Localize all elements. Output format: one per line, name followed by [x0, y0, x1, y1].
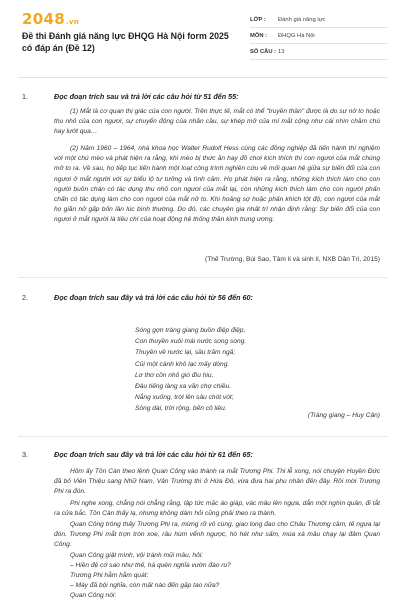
question-heading: Đọc đoạn trích sau đây và trả lời các câu hỏi từ 56 đến 60: [54, 293, 253, 302]
passage-paragraph: Phi nghe xong, chẳng nói chẳng rằng, lập tức mặc áo giáp, vác mâu lên ngựa, dẫn một nghìn quân, đi tắt ra cửa bắc. Tôn Càn thấy lạ, nhưng không dám hỏi cũng phải theo ra thành. [54, 500, 380, 518]
poem-line: Củi một cành khô lạc mấy dòng. [135, 360, 230, 368]
site-logo[interactable]: 2048.vn [22, 10, 80, 28]
header-divider [18, 77, 388, 78]
meta-value: ĐHQG Hà Nội [278, 32, 315, 39]
question-heading: Đọc đoạn trích sau và trả lời các câu hỏi từ 51 đến 55: [54, 92, 239, 101]
meta-row-class [250, 12, 388, 28]
page-title: Đề thi Đánh giá năng lực ĐHQG Hà Nội form 2025 có đáp án (Đề 12) [22, 31, 229, 53]
passage-paragraph: Quan Công trông thấy Trương Phi ra, mừng rỡ vô cùng, giao long đao cho Châu Thương cầm, tế ngựa lại đón. Trương Phi mắt trợn tròn xoe, râu hùm vểnh ngược, hò hét như sấm, múa xà mâu chạy lại đâm Quan Công. [54, 521, 380, 549]
poem-line: Lơ thơ cồn nhỏ gió đìu hiu, [135, 371, 214, 379]
poem-line: Sóng gợn tràng giang buồn điệp điệp, [135, 327, 246, 334]
poem-line: Nắng xuống, trời lên sâu chót vót; [135, 394, 234, 402]
question-divider [18, 436, 388, 437]
passage-paragraph: – Mày đã bội nghĩa, còn mặt nào đến gặp tao nữa? [70, 582, 220, 589]
question-heading: Đọc đoạn trích sau đây và trả lời các câu hỏi từ 61 đến 65: [54, 450, 253, 459]
meta-row-subject [250, 28, 388, 44]
meta-value: Đánh giá năng lực [278, 16, 326, 23]
poem [135, 325, 335, 415]
passage-paragraph: (2) Năm 1960 – 1964, nhà khoa học Walter Rudolf Hess cùng các đồng nghiệp đã tiến hành thí nghiệm với một chú mèo và phát hiện ra rằng, khi mèo bị thức ăn hay đồ chơi kích thích thì con ngươi của mắt chúng mở to ra. Về sau, họ tiếp tục tiến hành một loạt công trình nghiên cứu về mối quan hệ giữa sự biến đổi của con ngươi ở mắt người với sự biểu lộ tư tưởng và tình cảm. Họ phát hiện ra rằng, những kích thích làm cho con người buồn chán có tác dụng thu nhỏ con ngươi của mắt lại, còn những kích thích làm cho con người phấn chấn có tác dụng làm cho con ngươi của mắt nở to. Khi hoảng sợ hoặc phấn khích tột độ, con ngươi của mắt họ giãn nở gấp bốn lần lúc bình thường. Do đó, các chuyên gia nhất trí nhận định rằng: Sự biến đổi của con ngươi ở mắt người là tiêu chí của hoạt động hệ thống thần kinh trung ương. [54, 145, 380, 224]
passage-paragraph: (1) Mắt là cơ quan thị giác của con người. Trên thực tế, mắt có thể "truyền thần" được là do sự nở to hoặc thu nhỏ của con ngươi, sự chuyển động của nhãn cầu, sự khép mở của mí mắt cộng như cái nhìn chăm chú hay lướt qua… [54, 108, 380, 136]
meta-label: SỐ CÂU : [250, 48, 277, 55]
meta-value: 13 [278, 48, 285, 55]
poem-line: Đâu tiếng làng xa vãn chợ chiều. [135, 382, 231, 390]
passage-paragraph: Quan Công giật mình, vội tránh mũi mâu, hỏi: [70, 552, 204, 559]
passage-source: (Thế Trường, Bùi Sao, Tâm lí và sinh lí, NXB Dân Trí, 2015) [205, 256, 380, 263]
question-number: 1. [22, 92, 28, 101]
document-header [0, 0, 400, 72]
question-divider [18, 277, 388, 278]
meta-label: LỚP : [250, 16, 266, 23]
meta-row-count [250, 44, 388, 60]
poem-line: Con thuyền xuôi mái nước song song. [135, 338, 247, 346]
poem-line: Sông dài, trời rộng, bến cô liêu. [135, 405, 227, 413]
exam-meta-table [250, 12, 388, 60]
meta-label: MÔN : [250, 32, 268, 39]
question-number: 2. [22, 293, 28, 302]
passage-paragraph: Hôm ấy Tôn Càn theo lệnh Quan Công vào thành ra mắt Trương Phi. Thi lễ xong, nói chuyện Huyền Đức đã bỏ Viên Thiệu sang Nhữ Nam, Vân Trường thì ở Hứa Đô, vừa đưa hai phu nhân đến đây. Rồi mời Trương Phi ra đón. [54, 468, 380, 496]
passage-paragraph: Quan Công nói: [70, 592, 117, 599]
question-number: 3. [22, 450, 28, 459]
poem-source: (Tràng giang – Huy Cận) [307, 412, 380, 419]
poem-line: Thuyền về nước lại, sầu trăm ngả; [135, 349, 236, 357]
passage-paragraph: Trương Phi hằm hằm quát: [70, 572, 149, 579]
passage-paragraph: – Hiền đệ cớ sao như thế, há quên nghĩa vườn đào ru? [70, 562, 231, 569]
